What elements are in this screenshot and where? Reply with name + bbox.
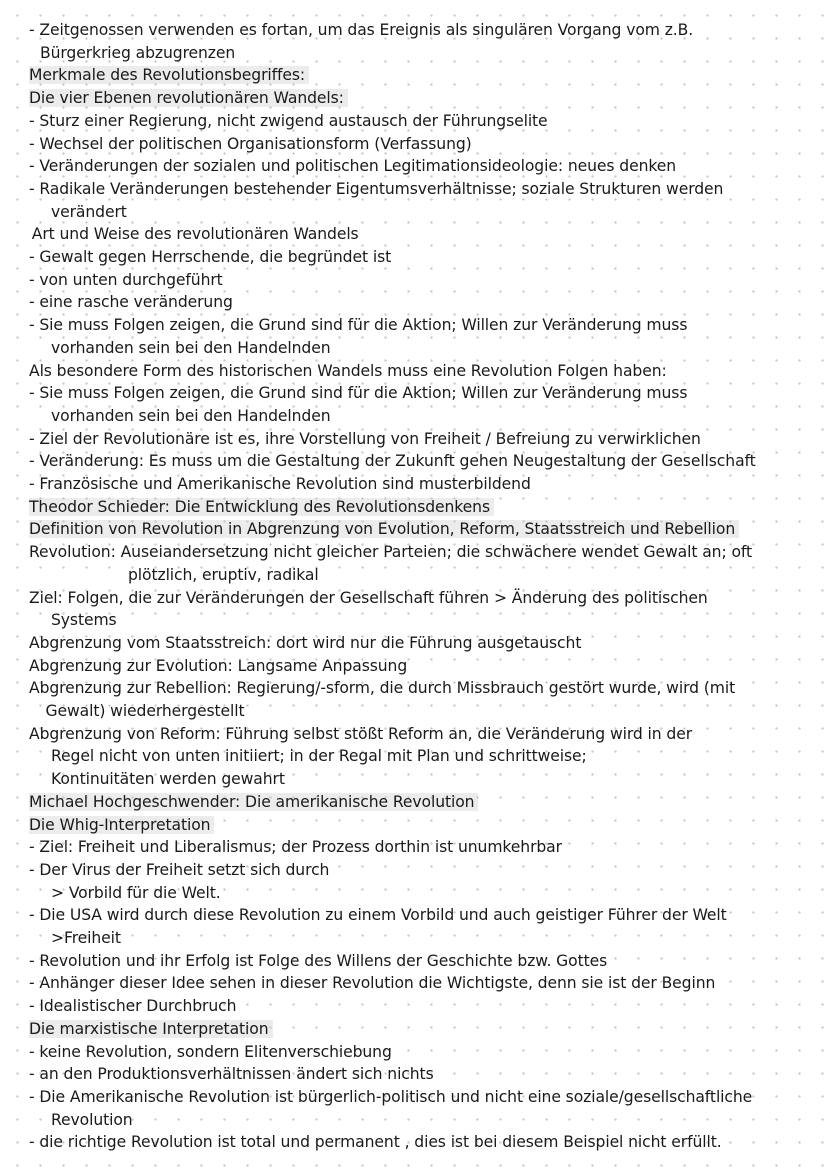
text-line: vorhanden sein bei den Handelnden (51, 338, 331, 357)
heading-line: Michael Hochgeschwender: Die amerikanische Revolution (29, 791, 478, 814)
text-line: Regel nicht von unten initiiert; in der Regal mit Plan und schrittweise; (51, 747, 587, 766)
text-line: - Die Amerikanische Revolution ist bürgerlich-politisch und nicht eine soziale/gesellschaftliche (29, 1087, 753, 1106)
text-line: - Sie muss Folgen zeigen, die Grund sind für die Aktion; Willen zur Veränderung muss (29, 316, 688, 335)
text-line: - keine Revolution, sondern Elitenverschiebung (29, 1042, 392, 1061)
text-line: - Die USA wird durch diese Revolution zu einem Vorbild und auch geistiger Führer der Welt (29, 906, 727, 925)
text-line: - Zeitgenossen verwenden es fortan, um das Ereignis als singulären Vorgang vom z.B. (29, 21, 694, 39)
text-line: plötzlich, eruptiv, radikal (128, 565, 319, 584)
text-line: Als besondere Form des historischen Wandels muss eine Revolution Folgen haben: (29, 361, 667, 380)
heading-line: Definition von Revolution in Abgrenzung von Evolution, Reform, Staatsstreich und Rebellion (29, 518, 739, 541)
heading-line: Die vier Ebenen revolutionären Wandels: (29, 87, 348, 110)
text-line: Systems (51, 611, 117, 630)
text-line: - eine rasche veränderung (29, 293, 233, 312)
text-line: - Radikale Veränderungen bestehender Eigentumsverhältnisse; soziale Strukturen werden (29, 179, 724, 198)
text-line: - Revolution und ihr Erfolg ist Folge des Willens der Geschichte bzw. Gottes (29, 951, 608, 970)
text-line: vorhanden sein bei den Handelnden (51, 406, 331, 425)
text-line: - Gewalt gegen Herrschende, die begründet ist (29, 248, 392, 266)
heading-line: Die marxistische Interpretation (29, 1018, 273, 1041)
text-line: Abgrenzung zur Evolution: Langsame Anpassung (29, 656, 408, 675)
text-line: Ziel: Folgen, die zur Veränderungen der Gesellschaft führen > Änderung des politischen (29, 588, 708, 607)
text-line: >Freiheit (51, 929, 121, 947)
text-line: - Sie muss Folgen zeigen, die Grund sind für die Aktion; Willen zur Veränderung muss (29, 384, 688, 403)
text-line: verändert (51, 202, 127, 221)
text-line: > Vorbild für die Welt. (51, 883, 221, 902)
text-line: Abgrenzung zur Rebellion: Regierung/-sform, die durch Missbrauch gestört wurde, wird (mit (29, 679, 736, 698)
text-line: Revolution (51, 1110, 133, 1129)
heading-line: Die Whig-Interpretation (29, 814, 214, 837)
text-line: - Französische und Amerikanische Revolution sind musterbildend (29, 475, 531, 493)
text-line: - die richtige Revolution ist total und permanent , dies ist bei diesem Beispiel nicht erfüllt. (29, 1133, 722, 1152)
heading-line: Theodor Schieder: Die Entwicklung des Revolutionsdenkens (29, 496, 494, 519)
text-line: - Der Virus der Freiheit setzt sich durch (29, 860, 330, 879)
text-line: Abgrenzung von Reform: Führung selbst stößt Reform an, die Veränderung wird in der (29, 724, 693, 743)
text-line: Revolution: Auseiandersetzung nicht gleicher Parteien; die schwächere wendet Gewalt an; oft (29, 543, 753, 562)
text-line: Bürgerkrieg abzugrenzen (40, 43, 236, 62)
text-line: - an den Produktionsverhältnissen ändert sich nichts (29, 1065, 434, 1084)
text-line: - Ziel der Revolutionäre ist es, ihre Vorstellung von Freiheit / Befreiung zu verwirklichen (29, 429, 701, 448)
text-line: - Anhänger dieser Idee sehen in dieser Revolution die Wichtigste, denn sie ist der Beginn (29, 974, 716, 993)
text-line: Abgrenzung vom Staatsstreich: dort wird nur die Führung ausgetauscht (29, 633, 582, 652)
text-line: - Veränderungen der sozialen und politischen Legitimationsideologie: neues denken (29, 157, 676, 176)
text-line: Gewalt) wiederhergestellt (45, 702, 245, 720)
text-line: - Ziel: Freiheit und Liberalismus; der Prozess dorthin ist unumkehrbar (29, 838, 562, 857)
text-line: Art und Weise des revolutionären Wandels (31, 225, 359, 244)
text-line: - Veränderung: Es muss um die Gestaltung der Zukunft gehen Neugestaltung der Gesellschaft (29, 452, 756, 471)
text-line: Kontinuitäten werden gewahrt (51, 770, 285, 789)
text-line: - Idealistischer Durchbruch (29, 997, 237, 1016)
heading-line: Merkmale des Revolutionsbegriffes: (29, 64, 309, 87)
text-line: - Wechsel der politischen Organisationsform (Verfassung) (29, 134, 472, 153)
text-line: - Sturz einer Regierung, nicht zwigend austausch der Führungselite (29, 111, 548, 130)
text-line: - von unten durchgeführt (29, 270, 223, 289)
